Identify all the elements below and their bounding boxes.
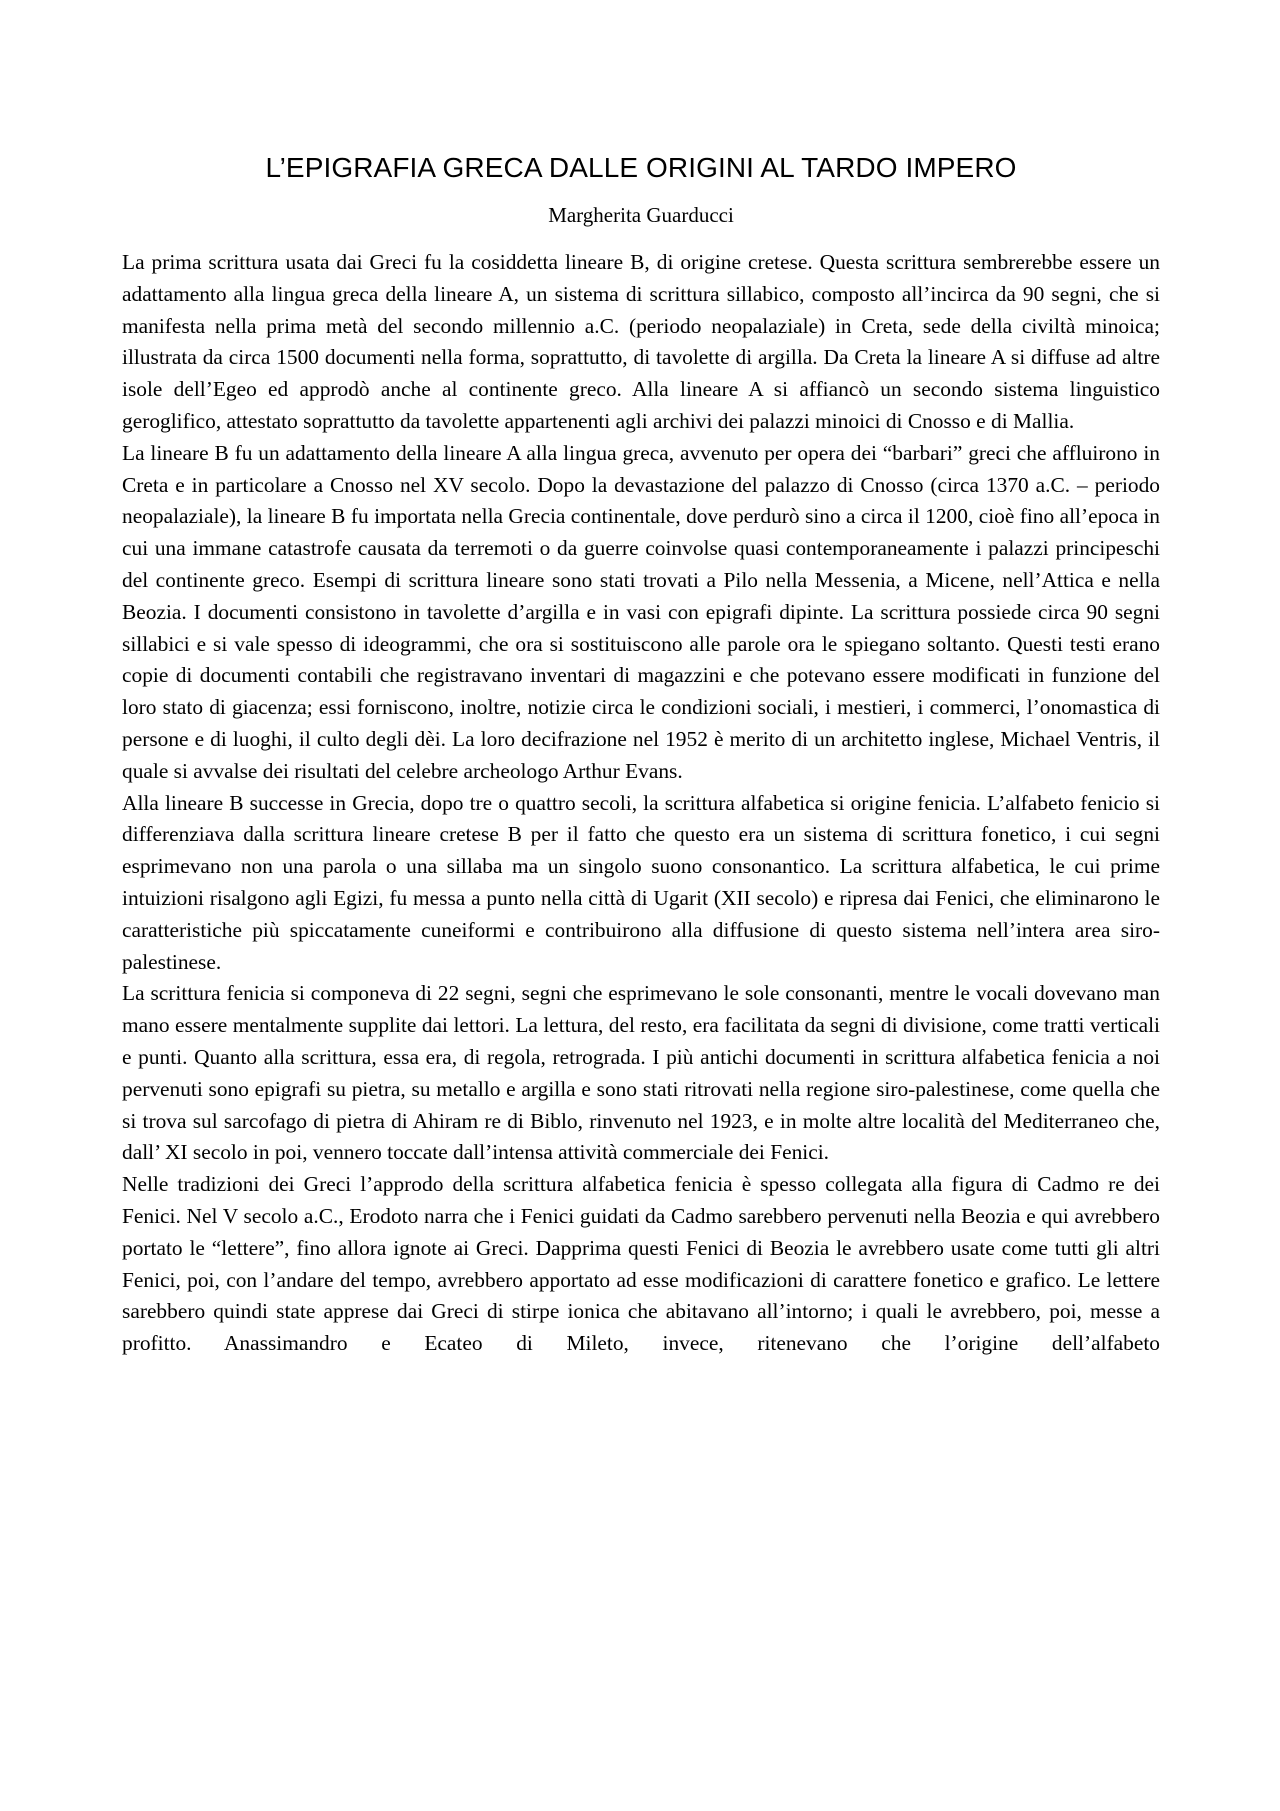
document-page: [122, 150, 1160, 1360]
document-title: L’EPIGRAFIA GRECA DALLE ORIGINI AL TARDO IMPERO: [265, 152, 1017, 183]
document-author: Margherita Guarducci: [548, 203, 734, 227]
body-paragraph-5: Nelle tradizioni dei Greci l’approdo della scrittura alfabetica fenicia è spesso collegata alla figura di Cadmo re dei Fenici. Nel V secolo a.C., Erodoto narra che i Fenici guidati da Cadmo sarebbero pervenuti nella Beozia e qui avrebbero portato le “lettere”, fino allora ignote ai Greci. Dapprima questi Fenici di Beozia le avrebbero usate come tutti gli altri Fenici, poi, con l’andare del tempo, avrebbero apportato ad esse modificazioni di carattere fonetico e grafico. Le lettere sarebbero quindi state apprese dai Greci di stirpe ionica che abitavano all’intorno; i quali le avrebbero, poi, messe a profitto. Anassimandro e Ecateo di Mileto, invece, ritenevano che l’origine dell’alfabeto: [122, 1172, 1160, 1356]
body-paragraph-1: La prima scrittura usata dai Greci fu la cosiddetta lineare B, di origine cretese. Questa scrittura sembrerebbe essere un adattamento alla lingua greca della lineare A, un sistema di scrittura sillabico, composto all’incirca da 90 segni, che si manifesta nella prima metà del secondo millennio a.C. (periodo neopalaziale) in Creta, sede della civiltà minoica; illustrata da circa 1500 documenti nella forma, soprattutto, di tavolette di argilla. Da Creta la lineare A si diffuse ad altre isole dell’Egeo ed approdò anche al continente greco. Alla lineare A si affiancò un secondo sistema linguistico geroglifico, attestato soprattutto da tavolette appartenenti agli archivi dei palazzi minoici di Cnosso e di Mallia.: [122, 250, 1160, 433]
body-paragraph-3: Alla lineare B successe in Grecia, dopo tre o quattro secoli, la scrittura alfabetica si origine fenicia. L’alfabeto fenicio si differenziava dalla scrittura lineare cretese B per il fatto che questo era un sistema di scrittura fonetico, i cui segni esprimevano non una parola o una sillaba ma un singolo suono consonantico. La scrittura alfabetica, le cui prime intuizioni risalgono agli Egizi, fu messa a punto nella città di Ugarit (XII secolo) e ripresa dai Fenici, che eliminarono le caratteristiche più spiccatamente cuneiformi e contribuirono alla diffusione di questo sistema nell’intera area siro-palestinese.: [122, 790, 1160, 974]
body-paragraph-2: La lineare B fu un adattamento della lineare A alla lingua greca, avvenuto per opera dei “barbari” greci che affluirono in Creta e in particolare a Cnosso nel XV secolo. Dopo la devastazione del palazzo di Cnosso (circa 1370 a.C. – periodo neopalaziale), la lineare B fu importata nella Grecia continentale, dove perdurò sino a circa il 1200, cioè fino all’epoca in cui una immane catastrofe causata da terremoti o da guerre coinvolse quasi contemporaneamente i palazzi principeschi del continente greco. Esempi di scrittura lineare sono stati trovati a Pilo nella Messenia, a Micene, nell’Attica e nella Beozia. I documenti consistono in tavolette d’argilla e in vasi con epigrafi dipinte. La scrittura possiede circa 90 segni sillabici e si vale spesso di ideogrammi, che ora si sostituiscono alle parole ora le spiegano soltanto. Questi testi erano copie di documenti contabili che registravano inventari di magazzini e che potevano essere modificati in funzione del loro stato di giacenza; essi forniscono, inoltre, notizie circa le condizioni sociali, i mestieri, i commerci, l’onomastica di persone e di luoghi, il culto degli dèi. La loro decifrazione nel 1952 è merito di un architetto inglese, Michael Ventris, il quale si avvalse dei risultati del celebre archeologo Arthur Evans.: [122, 440, 1160, 783]
body-paragraph-4: La scrittura fenicia si componeva di 22 segni, segni che esprimevano le sole consonanti, mentre le vocali dovevano man mano essere mentalmente supplite dai lettori. La lettura, del resto, era facilitata da segni di divisione, come tratti verticali e punti. Quanto alla scrittura, essa era, di regola, retrograda. I più antichi documenti in scrittura alfabetica fenicia a noi pervenuti sono epigrafi su pietra, su metallo e argilla e sono stati ritrovati nella regione siro-palestinese, come quella che si trova sul sarcofago di pietra di Ahiram re di Biblo, rinvenuto nel 1923, e in molte altre località del Mediterraneo che, dall’ XI secolo in poi, vennero toccate dall’intensa attività commerciale dei Fenici.: [122, 981, 1160, 1165]
